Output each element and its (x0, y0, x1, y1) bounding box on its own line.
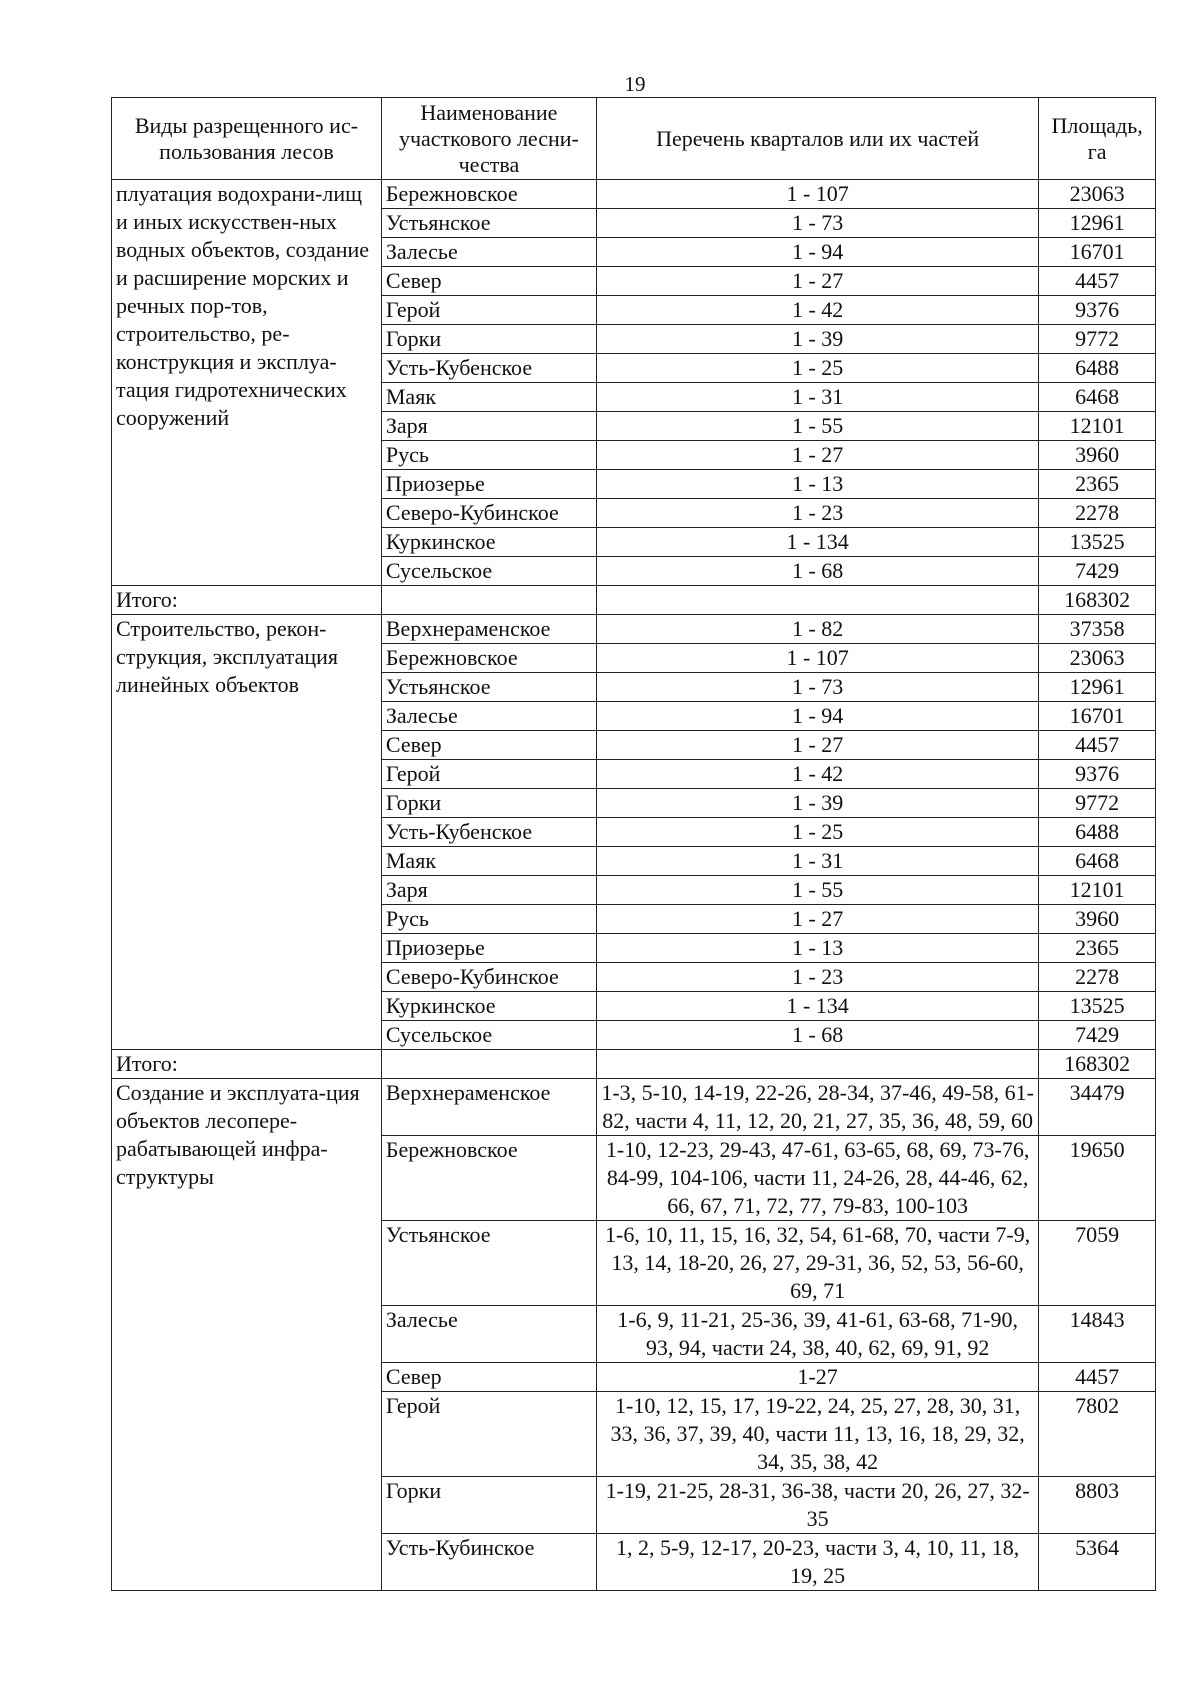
forestry-name-cell: Верхнераменское (381, 1079, 596, 1136)
forestry-name-cell: Заря (381, 412, 596, 441)
quarters-cell: 1 - 31 (596, 383, 1038, 412)
forest-use-table (111, 97, 1156, 1591)
quarters-cell: 1 - 68 (596, 1021, 1038, 1050)
area-cell: 4457 (1039, 731, 1156, 760)
area-cell: 37358 (1039, 615, 1156, 644)
area-cell: 16701 (1039, 702, 1156, 731)
quarters-cell: 1 - 39 (596, 325, 1038, 354)
forestry-name-cell: Бережновское (381, 180, 596, 209)
quarters-cell: 1 - 107 (596, 180, 1038, 209)
quarters-cell: 1-10, 12, 15, 17, 19-22, 24, 25, 27, 28, 30, 31, 33, 36, 37, 39, 40, части 11, 13, 16, 18, 29, 32, 34, 35, 38, 42 (596, 1392, 1038, 1477)
header-area: Площадь, га (1039, 98, 1156, 180)
total-empty-cell (381, 586, 596, 615)
quarters-cell: 1 - 42 (596, 760, 1038, 789)
forestry-name-cell: Северо-Кубинское (381, 963, 596, 992)
quarters-cell: 1-10, 12-23, 29-43, 47-61, 63-65, 68, 69, 73-76, 84-99, 104-106, части 11, 24-26, 28, 44-46, 62, 66, 67, 71, 72, 77, 79-83, 100-103 (596, 1136, 1038, 1221)
quarters-cell: 1 - 134 (596, 992, 1038, 1021)
forestry-name-cell: Горки (381, 325, 596, 354)
quarters-cell: 1, 2, 5-9, 12-17, 20-23, части 3, 4, 10, 11, 18, 19, 25 (596, 1534, 1038, 1591)
quarters-cell: 1 - 73 (596, 673, 1038, 702)
forestry-name-cell: Север (381, 731, 596, 760)
forestry-name-cell: Усть-Кубенское (381, 354, 596, 383)
forestry-name-cell: Верхнераменское (381, 615, 596, 644)
quarters-cell: 1 - 27 (596, 267, 1038, 296)
area-cell: 14843 (1039, 1306, 1156, 1363)
forestry-name-cell: Заря (381, 876, 596, 905)
quarters-cell: 1 - 55 (596, 412, 1038, 441)
forestry-name-cell: Горки (381, 1477, 596, 1534)
quarters-cell: 1 - 25 (596, 818, 1038, 847)
total-label: Итого: (112, 586, 382, 615)
area-cell: 7059 (1039, 1221, 1156, 1306)
forestry-name-cell: Залесье (381, 702, 596, 731)
forestry-name-cell: Залесье (381, 1306, 596, 1363)
quarters-cell: 1-6, 9, 11-21, 25-36, 39, 41-61, 63-68, 71-90, 93, 94, части 24, 38, 40, 62, 69, 91, 92 (596, 1306, 1038, 1363)
area-cell: 7802 (1039, 1392, 1156, 1477)
quarters-cell: 1 - 13 (596, 934, 1038, 963)
forestry-name-cell: Северо-Кубинское (381, 499, 596, 528)
forestry-name-cell: Север (381, 1363, 596, 1392)
total-row (112, 586, 1156, 615)
forestry-name-cell: Устьянское (381, 1221, 596, 1306)
area-cell: 12101 (1039, 876, 1156, 905)
quarters-cell: 1 - 27 (596, 731, 1038, 760)
forestry-name-cell: Бережновское (381, 1136, 596, 1221)
quarters-cell: 1 - 55 (596, 876, 1038, 905)
forestry-name-cell: Усть-Кубенское (381, 818, 596, 847)
area-cell: 5364 (1039, 1534, 1156, 1591)
quarters-cell: 1-6, 10, 11, 15, 16, 32, 54, 61-68, 70, части 7-9, 13, 14, 18-20, 26, 27, 29-31, 36, 52, 53, 56-60, 69, 71 (596, 1221, 1038, 1306)
forestry-name-cell: Приозерье (381, 470, 596, 499)
quarters-cell: 1 - 31 (596, 847, 1038, 876)
total-empty-cell (596, 586, 1038, 615)
quarters-cell: 1-19, 21-25, 28-31, 36-38, части 20, 26, 27, 32-35 (596, 1477, 1038, 1534)
table-body (112, 180, 1156, 1591)
area-cell: 12961 (1039, 209, 1156, 238)
area-cell: 9772 (1039, 789, 1156, 818)
area-cell: 2365 (1039, 470, 1156, 499)
use-type-cell: Создание и эксплуата-ция объектов лесопере-рабатывающей инфра-структуры (112, 1079, 382, 1591)
quarters-cell: 1 - 73 (596, 209, 1038, 238)
forestry-name-cell: Устьянское (381, 673, 596, 702)
quarters-cell: 1 - 13 (596, 470, 1038, 499)
total-area: 168302 (1039, 1050, 1156, 1079)
forestry-name-cell: Куркинское (381, 528, 596, 557)
quarters-cell: 1 - 134 (596, 528, 1038, 557)
area-cell: 2278 (1039, 963, 1156, 992)
total-row (112, 1050, 1156, 1079)
forestry-name-cell: Сусельское (381, 1021, 596, 1050)
quarters-cell: 1 - 25 (596, 354, 1038, 383)
forestry-name-cell: Русь (381, 905, 596, 934)
forestry-name-cell: Маяк (381, 847, 596, 876)
forestry-name-cell: Приозерье (381, 934, 596, 963)
area-cell: 13525 (1039, 992, 1156, 1021)
quarters-cell: 1 - 94 (596, 238, 1038, 267)
use-type-cell: Строительство, рекон-струкция, эксплуатация линейных объектов (112, 615, 382, 1050)
forestry-name-cell: Сусельское (381, 557, 596, 586)
quarters-cell: 1 - 27 (596, 441, 1038, 470)
area-cell: 6488 (1039, 354, 1156, 383)
area-cell: 12101 (1039, 412, 1156, 441)
area-cell: 9376 (1039, 760, 1156, 789)
area-cell: 2365 (1039, 934, 1156, 963)
area-cell: 3960 (1039, 905, 1156, 934)
total-empty-cell (596, 1050, 1038, 1079)
area-cell: 19650 (1039, 1136, 1156, 1221)
quarters-cell: 1 - 27 (596, 905, 1038, 934)
area-cell: 34479 (1039, 1079, 1156, 1136)
forestry-name-cell: Герой (381, 1392, 596, 1477)
forestry-name-cell: Русь (381, 441, 596, 470)
forestry-name-cell: Горки (381, 789, 596, 818)
forestry-name-cell: Усть-Кубинское (381, 1534, 596, 1591)
area-cell: 13525 (1039, 528, 1156, 557)
quarters-cell: 1 - 68 (596, 557, 1038, 586)
forestry-name-cell: Бережновское (381, 644, 596, 673)
area-cell: 3960 (1039, 441, 1156, 470)
table-row (112, 615, 1156, 644)
page-number: 19 (624, 72, 646, 96)
use-type-cell: плуатация водохрани-лищ и иных искусствен-ных водных объектов, создание и расширение морских и речных пор-тов, строительство, ре-конструкция и эксплуа-тация гидротехнических сооружений (112, 180, 382, 586)
quarters-cell: 1 - 23 (596, 963, 1038, 992)
quarters-cell: 1 - 23 (596, 499, 1038, 528)
total-label: Итого: (112, 1050, 382, 1079)
total-empty-cell (381, 1050, 596, 1079)
quarters-cell: 1 - 107 (596, 644, 1038, 673)
quarters-cell: 1 - 94 (596, 702, 1038, 731)
header-use-type: Виды разрещенного ис-пользования лесов (112, 98, 382, 180)
total-area: 168302 (1039, 586, 1156, 615)
forestry-name-cell: Герой (381, 760, 596, 789)
forestry-name-cell: Герой (381, 296, 596, 325)
area-cell: 9772 (1039, 325, 1156, 354)
area-cell: 12961 (1039, 673, 1156, 702)
area-cell: 4457 (1039, 1363, 1156, 1392)
quarters-cell: 1-27 (596, 1363, 1038, 1392)
area-cell: 2278 (1039, 499, 1156, 528)
area-cell: 23063 (1039, 644, 1156, 673)
forestry-name-cell: Куркинское (381, 992, 596, 1021)
area-cell: 7429 (1039, 557, 1156, 586)
quarters-cell: 1-3, 5-10, 14-19, 22-26, 28-34, 37-46, 49-58, 61-82, части 4, 11, 12, 20, 21, 27, 35, 36, 48, 59, 60 (596, 1079, 1038, 1136)
quarters-cell: 1 - 82 (596, 615, 1038, 644)
area-cell: 4457 (1039, 267, 1156, 296)
header-forestry-name: Наименование участкового лесни-чества (381, 98, 596, 180)
quarters-cell: 1 - 39 (596, 789, 1038, 818)
forestry-name-cell: Залесье (381, 238, 596, 267)
area-cell: 7429 (1039, 1021, 1156, 1050)
forestry-name-cell: Север (381, 267, 596, 296)
area-cell: 8803 (1039, 1477, 1156, 1534)
area-cell: 6468 (1039, 847, 1156, 876)
area-cell: 16701 (1039, 238, 1156, 267)
forestry-name-cell: Устьянское (381, 209, 596, 238)
area-cell: 23063 (1039, 180, 1156, 209)
area-cell: 9376 (1039, 296, 1156, 325)
forestry-name-cell: Маяк (381, 383, 596, 412)
table-row (112, 1079, 1156, 1136)
area-cell: 6488 (1039, 818, 1156, 847)
area-cell: 6468 (1039, 383, 1156, 412)
header-quarters: Перечень кварталов или их частей (596, 98, 1038, 180)
table-row (112, 180, 1156, 209)
quarters-cell: 1 - 42 (596, 296, 1038, 325)
